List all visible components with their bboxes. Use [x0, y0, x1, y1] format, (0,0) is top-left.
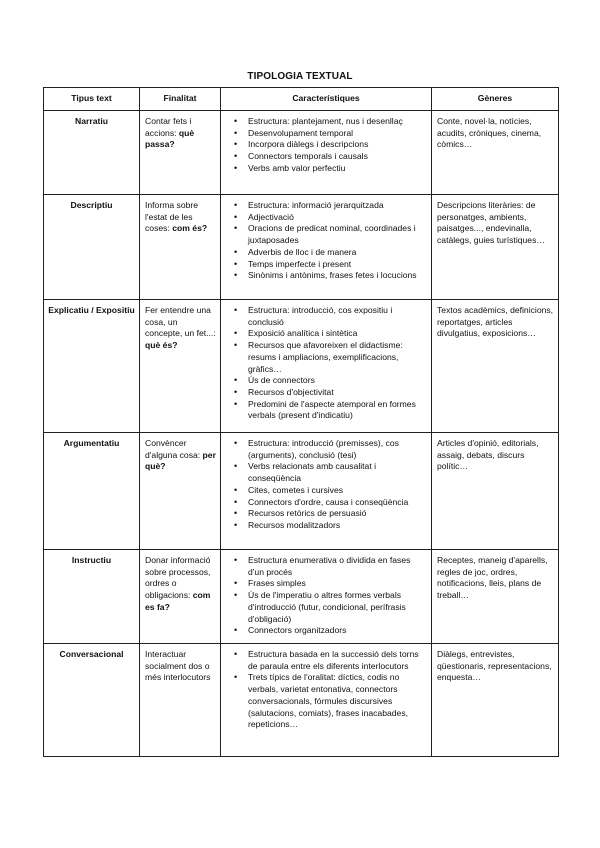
cell-generes: Articles d'opinió, editorials, assaig, debats, discurs polític… [432, 433, 559, 550]
finalitat-text: Donar informació sobre processos, ordres o obligacions: [145, 555, 211, 601]
cell-caracteristiques [221, 433, 432, 550]
typology-table [43, 87, 559, 757]
list-item: • Exposició analítica i sintètica [226, 328, 427, 340]
list-item: • Recursos retòrics de persuasió [226, 508, 427, 520]
caracteristiques-list [226, 116, 427, 175]
caracteristiques-list [226, 305, 427, 422]
list-item: • Frases simples [226, 578, 427, 590]
finalitat-question: com és? [172, 223, 208, 234]
list-item: • Verbs amb valor perfectiu [226, 163, 427, 175]
caracteristiques-list [226, 555, 427, 637]
list-item: • Temps imperfecte i present [226, 259, 427, 271]
cell-caracteristiques [221, 644, 432, 757]
header-row [44, 88, 559, 111]
cell-tipus: Instructiu [44, 550, 140, 644]
cell-tipus: Explicatiu / Expositiu [44, 300, 140, 433]
list-item: • Trets típics de l'oralitat: díctics, codis no verbals, varietat entonativa, connectors conversacionals, fórmules discursives (salutacions, comiats), frases inacabades, repeticions… [226, 672, 427, 731]
list-item: • Cites, cometes i cursives [226, 485, 427, 497]
document-title: TIPOLOGIA TEXTUAL [247, 71, 353, 82]
cell-tipus: Argumentatiu [44, 433, 140, 550]
finalitat-text: Fer entendre una cosa, un concepte, un fet...: [145, 305, 216, 339]
list-item: • Estructura enumerativa o dividida en fases d'un procés [226, 555, 427, 578]
list-item: • Recursos d'objectivitat [226, 387, 427, 399]
finalitat-question: què és? [145, 340, 178, 351]
list-item: • Adjectivació [226, 212, 427, 224]
header-caracteristiques: Característiques [221, 88, 432, 111]
table-row [44, 433, 559, 550]
cell-finalitat [140, 195, 221, 300]
list-item: • Connectors temporals i causals [226, 151, 427, 163]
cell-finalitat [140, 550, 221, 644]
list-item: • Predomini de l'aspecte atemporal en formes verbals (present d'indicatiu) [226, 399, 427, 422]
list-item: • Ús de l'imperatiu o altres formes verbals d'introducció (futur, condicional, perífrasis d'obligació) [226, 590, 427, 625]
finalitat-text: Interactuar socialment dos o més interlocutors [145, 649, 211, 683]
list-item: • Verbs relacionats amb causalitat i conseqüència [226, 461, 427, 484]
cell-generes: Descripcions literàries: de personatges, ambients, paisatges..., endevinalla, catàlegs, guies turístiques… [432, 195, 559, 300]
cell-generes: Receptes, maneig d'aparells, regles de joc, ordres, notificacions, lleis, plans de treball… [432, 550, 559, 644]
list-item: • Estructura basada en la successió dels torns de paraula entre els diferents interlocutors [226, 649, 427, 672]
cell-tipus: Descriptiu [44, 195, 140, 300]
list-item: • Connectors organitzadors [226, 625, 427, 637]
table-row [44, 300, 559, 433]
list-item: • Ús de connectors [226, 375, 427, 387]
cell-finalitat [140, 433, 221, 550]
cell-caracteristiques [221, 111, 432, 195]
cell-finalitat [140, 300, 221, 433]
caracteristiques-list [226, 649, 427, 731]
cell-generes: Conte, novel·la, notícies, acudits, cròniques, cinema, còmics… [432, 111, 559, 195]
cell-tipus: Narratiu [44, 111, 140, 195]
list-item: • Estructura: introducció (premisses), cos (arguments), conclusió (tesi) [226, 438, 427, 461]
list-item: • Sinònims i antònims, frases fetes i locucions [226, 270, 427, 282]
table-row [44, 111, 559, 195]
list-item: • Estructura: plantejament, nus i desenllaç [226, 116, 427, 128]
table-row [44, 195, 559, 300]
header-tipus: Tipus text [44, 88, 140, 111]
table-row [44, 644, 559, 757]
list-item: • Estructura: informació jerarquitzada [226, 200, 427, 212]
list-item: • Recursos que afavoreixen el didactisme: resums i ampliacions, exemplificacions, gràfics… [226, 340, 427, 375]
finalitat-text: Convèncer d'alguna cosa: [145, 438, 203, 460]
finalitat-text: Informa sobre l'estat de les coses: [145, 200, 199, 234]
list-item: • Estructura: introducció, cos expositiu i conclusió [226, 305, 427, 328]
list-item: • Incorpora diàlegs i descripcions [226, 139, 427, 151]
list-item: • Recursos modalitzadors [226, 520, 427, 532]
list-item: • Oracions de predicat nominal, coordinades i juxtaposades [226, 223, 427, 246]
cell-caracteristiques [221, 300, 432, 433]
list-item: • Adverbis de lloc i de manera [226, 247, 427, 259]
cell-caracteristiques [221, 550, 432, 644]
caracteristiques-list [226, 438, 427, 532]
cell-generes: Diàlegs, entrevistes, qüestionaris, representacions, enquesta… [432, 644, 559, 757]
table-row [44, 550, 559, 644]
list-item: • Desenvolupament temporal [226, 128, 427, 140]
header-finalitat: Finalitat [140, 88, 221, 111]
finalitat-text: Contar fets i accions: [145, 116, 192, 138]
list-item: • Connectors d'ordre, causa i conseqüència [226, 497, 427, 509]
cell-finalitat [140, 111, 221, 195]
finalitat-question: què passa? [145, 127, 195, 150]
caracteristiques-list [226, 200, 427, 282]
finalitat-question: per què? [145, 449, 216, 472]
cell-caracteristiques [221, 195, 432, 300]
header-generes: Gèneres [432, 88, 559, 111]
cell-tipus: Conversacional [44, 644, 140, 757]
cell-finalitat [140, 644, 221, 757]
cell-generes: Textos acadèmics, definicions, reportatges, articles divulgatius, exposicions… [432, 300, 559, 433]
finalitat-question: com es fa? [145, 590, 211, 612]
